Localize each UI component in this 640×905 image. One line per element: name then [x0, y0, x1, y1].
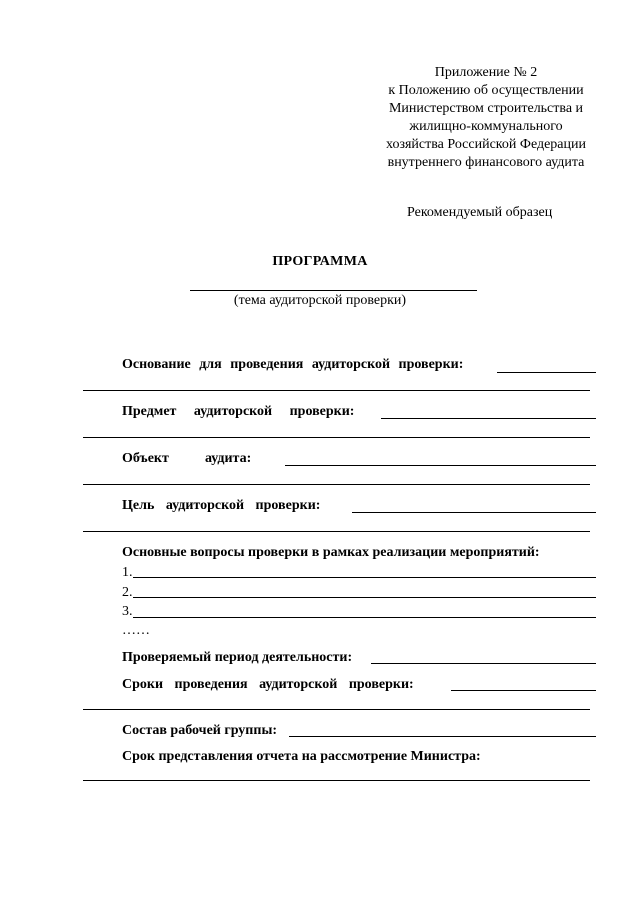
object-fill-line-2 [83, 484, 590, 485]
subject-fill-line-2 [83, 437, 590, 438]
terms-label: Сроки проведения аудиторской проверки: [122, 677, 414, 692]
topic-fill-line [190, 290, 477, 291]
appendix-header [360, 64, 612, 172]
recommended-sample-label: Рекомендуемый образец [407, 205, 553, 220]
appendix-line-4: жилищно-коммунального [409, 119, 563, 134]
questions-ellipsis: …… [122, 623, 150, 638]
basis-fill-line-2 [83, 390, 590, 391]
appendix-line-5: хозяйства Российской Федерации [385, 137, 586, 152]
question-3-number: 3. [122, 604, 133, 619]
goal-fill-line-1 [352, 512, 596, 513]
appendix-line-2: к Положению об осуществлении [388, 83, 584, 98]
object-label-word1: Объект [122, 451, 169, 466]
team-fill-line [289, 736, 596, 737]
main-questions-label: Основные вопросы проверки в рамках реализации мероприятий: [122, 545, 540, 560]
object-label-word2: аудита: [205, 451, 252, 466]
subject-label: Предмет аудиторской проверки: [122, 404, 355, 419]
basis-label: Основание для проведения аудиторской проверки: [122, 357, 464, 372]
report-label: Срок представления отчета на рассмотрение Министра: [122, 749, 481, 764]
report-fill-line [83, 780, 590, 781]
document-subtitle: (тема аудиторской проверки) [233, 293, 407, 308]
appendix-line-1: Приложение № 2 [434, 65, 538, 80]
period-fill-line [371, 663, 596, 664]
subject-fill-line-1 [381, 418, 596, 419]
document-title: ПРОГРАММА [272, 254, 368, 269]
appendix-line-6: внутреннего финансового аудита [387, 155, 585, 170]
basis-fill-line-1 [497, 372, 596, 373]
terms-fill-line-1 [451, 690, 596, 691]
question-1-fill-line [133, 577, 596, 578]
period-label: Проверяемый период деятельности: [122, 650, 353, 665]
object-fill-line-1 [285, 465, 596, 466]
question-3-fill-line [133, 617, 596, 618]
goal-label: Цель аудиторской проверки: [122, 498, 321, 513]
terms-fill-line-2 [83, 709, 590, 710]
team-label: Состав рабочей группы: [122, 723, 278, 738]
question-2-fill-line [133, 597, 596, 598]
question-1-number: 1. [122, 565, 133, 580]
appendix-line-3: Министерством строительства и [388, 101, 584, 116]
goal-fill-line-2 [83, 531, 590, 532]
question-2-number: 2. [122, 585, 133, 600]
